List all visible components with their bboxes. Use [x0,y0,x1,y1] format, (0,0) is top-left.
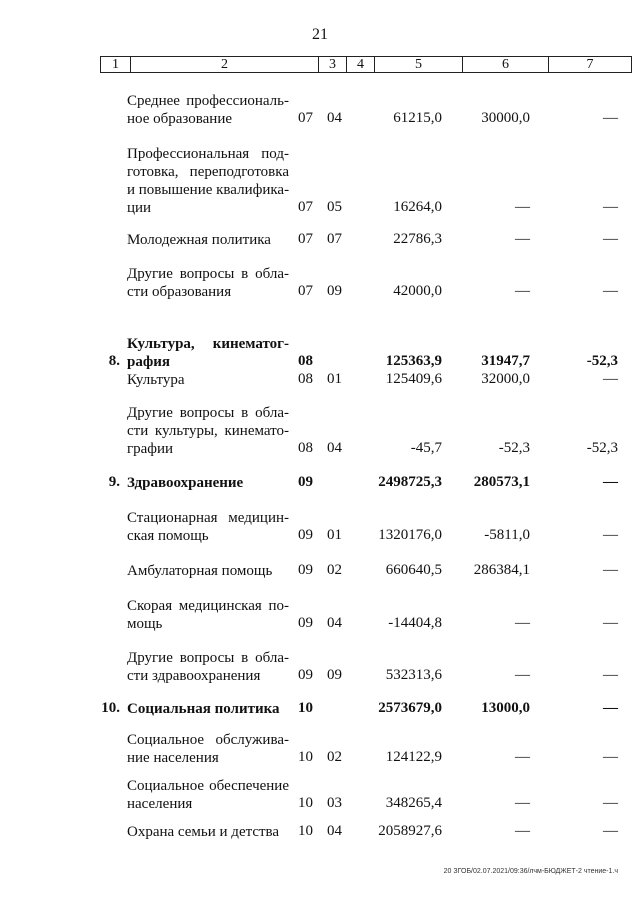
section-code: 10 [298,823,313,839]
amount-cell: — [515,283,530,299]
amount-cell: 125409,6 [385,371,442,387]
section-code: 09 [298,615,313,631]
amount-cell: 1320176,0 [378,527,442,543]
header-cell: 2 [131,57,319,72]
row-name [127,335,289,371]
amount-cell: — [603,700,618,716]
subsection-code: 04 [327,615,342,631]
subsection-code: 02 [327,562,342,578]
section-code: 09 [298,562,313,578]
subsection-code: 01 [327,371,342,387]
section-code: 09 [298,667,313,683]
section-code: 07 [298,199,313,215]
amount-cell: 348265,4 [385,795,442,811]
row-name-line: ние населения [127,750,219,766]
amount-cell: 13000,0 [481,700,530,716]
amount-cell: — [603,527,618,543]
amount-cell: 124122,9 [385,749,442,765]
amount-cell: 22786,3 [393,231,442,247]
row-name-line: сти культуры, кинемато- [127,423,289,439]
row-name-line: Другие вопросы в обла- [127,650,289,666]
table-header [100,56,632,73]
row-name-line: готовка, переподготовка [127,164,289,180]
amount-cell: 286384,1 [473,562,530,578]
amount-cell: — [603,795,618,811]
row-name [127,509,289,545]
amount-cell: 2573679,0 [378,700,442,716]
section-code: 10 [298,749,313,765]
row-name-line: Культура, кинематог- [127,336,289,352]
row-name [127,597,289,633]
row-name-line: графии [127,441,174,457]
row-name-line: сти здравоохранения [127,668,261,684]
row-name-line: рафия [127,354,170,370]
row-name-line: Социальное обеспечение [127,778,289,794]
amount-cell: — [603,110,618,126]
row-name [127,404,289,458]
subsection-code: 04 [327,823,342,839]
row-name-line: ская помощь [127,528,209,544]
row-name-line: Другие вопросы в обла- [127,405,289,421]
section-code: 09 [298,474,313,490]
row-name-line: Среднее профессиональ- [127,93,289,109]
section-code: 08 [298,440,313,456]
row-name-line: ное образование [127,111,232,127]
subsection-code: 04 [327,440,342,456]
amount-cell: — [515,199,530,215]
amount-cell: — [515,795,530,811]
row-name-line: и повышение квалифика- [127,182,290,198]
row-name-line: Социальная политика [127,701,280,717]
row-name [127,700,289,718]
row-name-line: Амбулаторная помощь [127,563,273,579]
row-name-line: Скорая медицинская по- [127,598,289,614]
amount-cell: — [603,562,618,578]
row-name-line: Стационарная медицин- [127,510,289,526]
amount-cell: -14404,8 [388,615,442,631]
amount-cell: — [603,474,618,490]
row-name [127,649,289,685]
subsection-code: 02 [327,749,342,765]
amount-cell: 660640,5 [385,562,442,578]
amount-cell: -52,3 [586,353,618,369]
row-name-line: ции [127,200,152,216]
row-name-line: сти образования [127,284,232,300]
section-code: 10 [298,795,313,811]
row-name-line: Молодежная политика [127,232,271,248]
amount-cell: 532313,6 [385,667,442,683]
header-cell: 5 [375,57,463,72]
amount-cell: 16264,0 [393,199,442,215]
row-name-line: Культура [127,372,185,388]
row-name-line: Другие вопросы в обла- [127,266,289,282]
header-cell: 1 [101,57,131,72]
section-code: 10 [298,700,313,716]
amount-cell: — [603,283,618,299]
amount-cell: — [603,823,618,839]
row-number: 9. [108,474,120,490]
amount-cell: 30000,0 [481,110,530,126]
amount-cell: 125363,9 [385,353,442,369]
row-name [127,231,289,249]
row-name-line: Социальное обслужива- [127,732,289,748]
row-name [127,474,289,492]
amount-cell: — [515,667,530,683]
subsection-code: 03 [327,795,342,811]
row-name-line: Здравоохранение [127,475,244,491]
row-name [127,92,289,128]
amount-cell: 2498725,3 [378,474,442,490]
amount-cell: — [603,749,618,765]
header-cell: 6 [463,57,549,72]
row-name-line: мощь [127,616,163,632]
header-cell: 4 [347,57,375,72]
amount-cell: -45,7 [410,440,442,456]
section-code: 08 [298,371,313,387]
row-name [127,777,289,813]
amount-cell: — [515,615,530,631]
amount-cell: — [515,823,530,839]
row-name [127,823,289,841]
amount-cell: 32000,0 [481,371,530,387]
amount-cell: 31947,7 [481,353,530,369]
row-name-line: населения [127,796,193,812]
row-name-line: Профессиональная под- [127,146,289,162]
header-cell: 3 [319,57,347,72]
row-name [127,371,289,389]
subsection-code: 04 [327,110,342,126]
subsection-code: 05 [327,199,342,215]
page-number: 21 [312,26,328,43]
amount-cell: — [603,231,618,247]
amount-cell: — [603,371,618,387]
amount-cell: -52,3 [586,440,618,456]
section-code: 07 [298,283,313,299]
row-number: 10. [101,700,120,716]
row-number: 8. [108,353,120,369]
subsection-code: 07 [327,231,342,247]
row-name [127,562,289,580]
header-cell: 7 [586,57,594,72]
row-name-line: Охрана семьи и детства [127,824,280,840]
section-code: 09 [298,527,313,543]
amount-cell: 42000,0 [393,283,442,299]
amount-cell: — [515,231,530,247]
amount-cell: 280573,1 [473,474,530,490]
amount-cell: 61215,0 [393,110,442,126]
section-code: 07 [298,110,313,126]
subsection-code: 01 [327,527,342,543]
amount-cell: -52,3 [498,440,530,456]
section-code: 07 [298,231,313,247]
amount-cell: — [603,199,618,215]
amount-cell: 2058927,6 [378,823,442,839]
row-name [127,265,289,301]
amount-cell: — [515,749,530,765]
section-code: 08 [298,353,313,369]
row-name [127,145,289,217]
amount-cell: — [603,615,618,631]
subsection-code: 09 [327,283,342,299]
amount-cell: — [603,667,618,683]
footer-stamp: 20 ЗГОБ/02.07.2021/09:36/лчм-БЮДЖЕТ-2 чтение-1.ч [443,868,618,875]
row-name [127,731,289,767]
subsection-code: 09 [327,667,342,683]
amount-cell: -5811,0 [484,527,530,543]
